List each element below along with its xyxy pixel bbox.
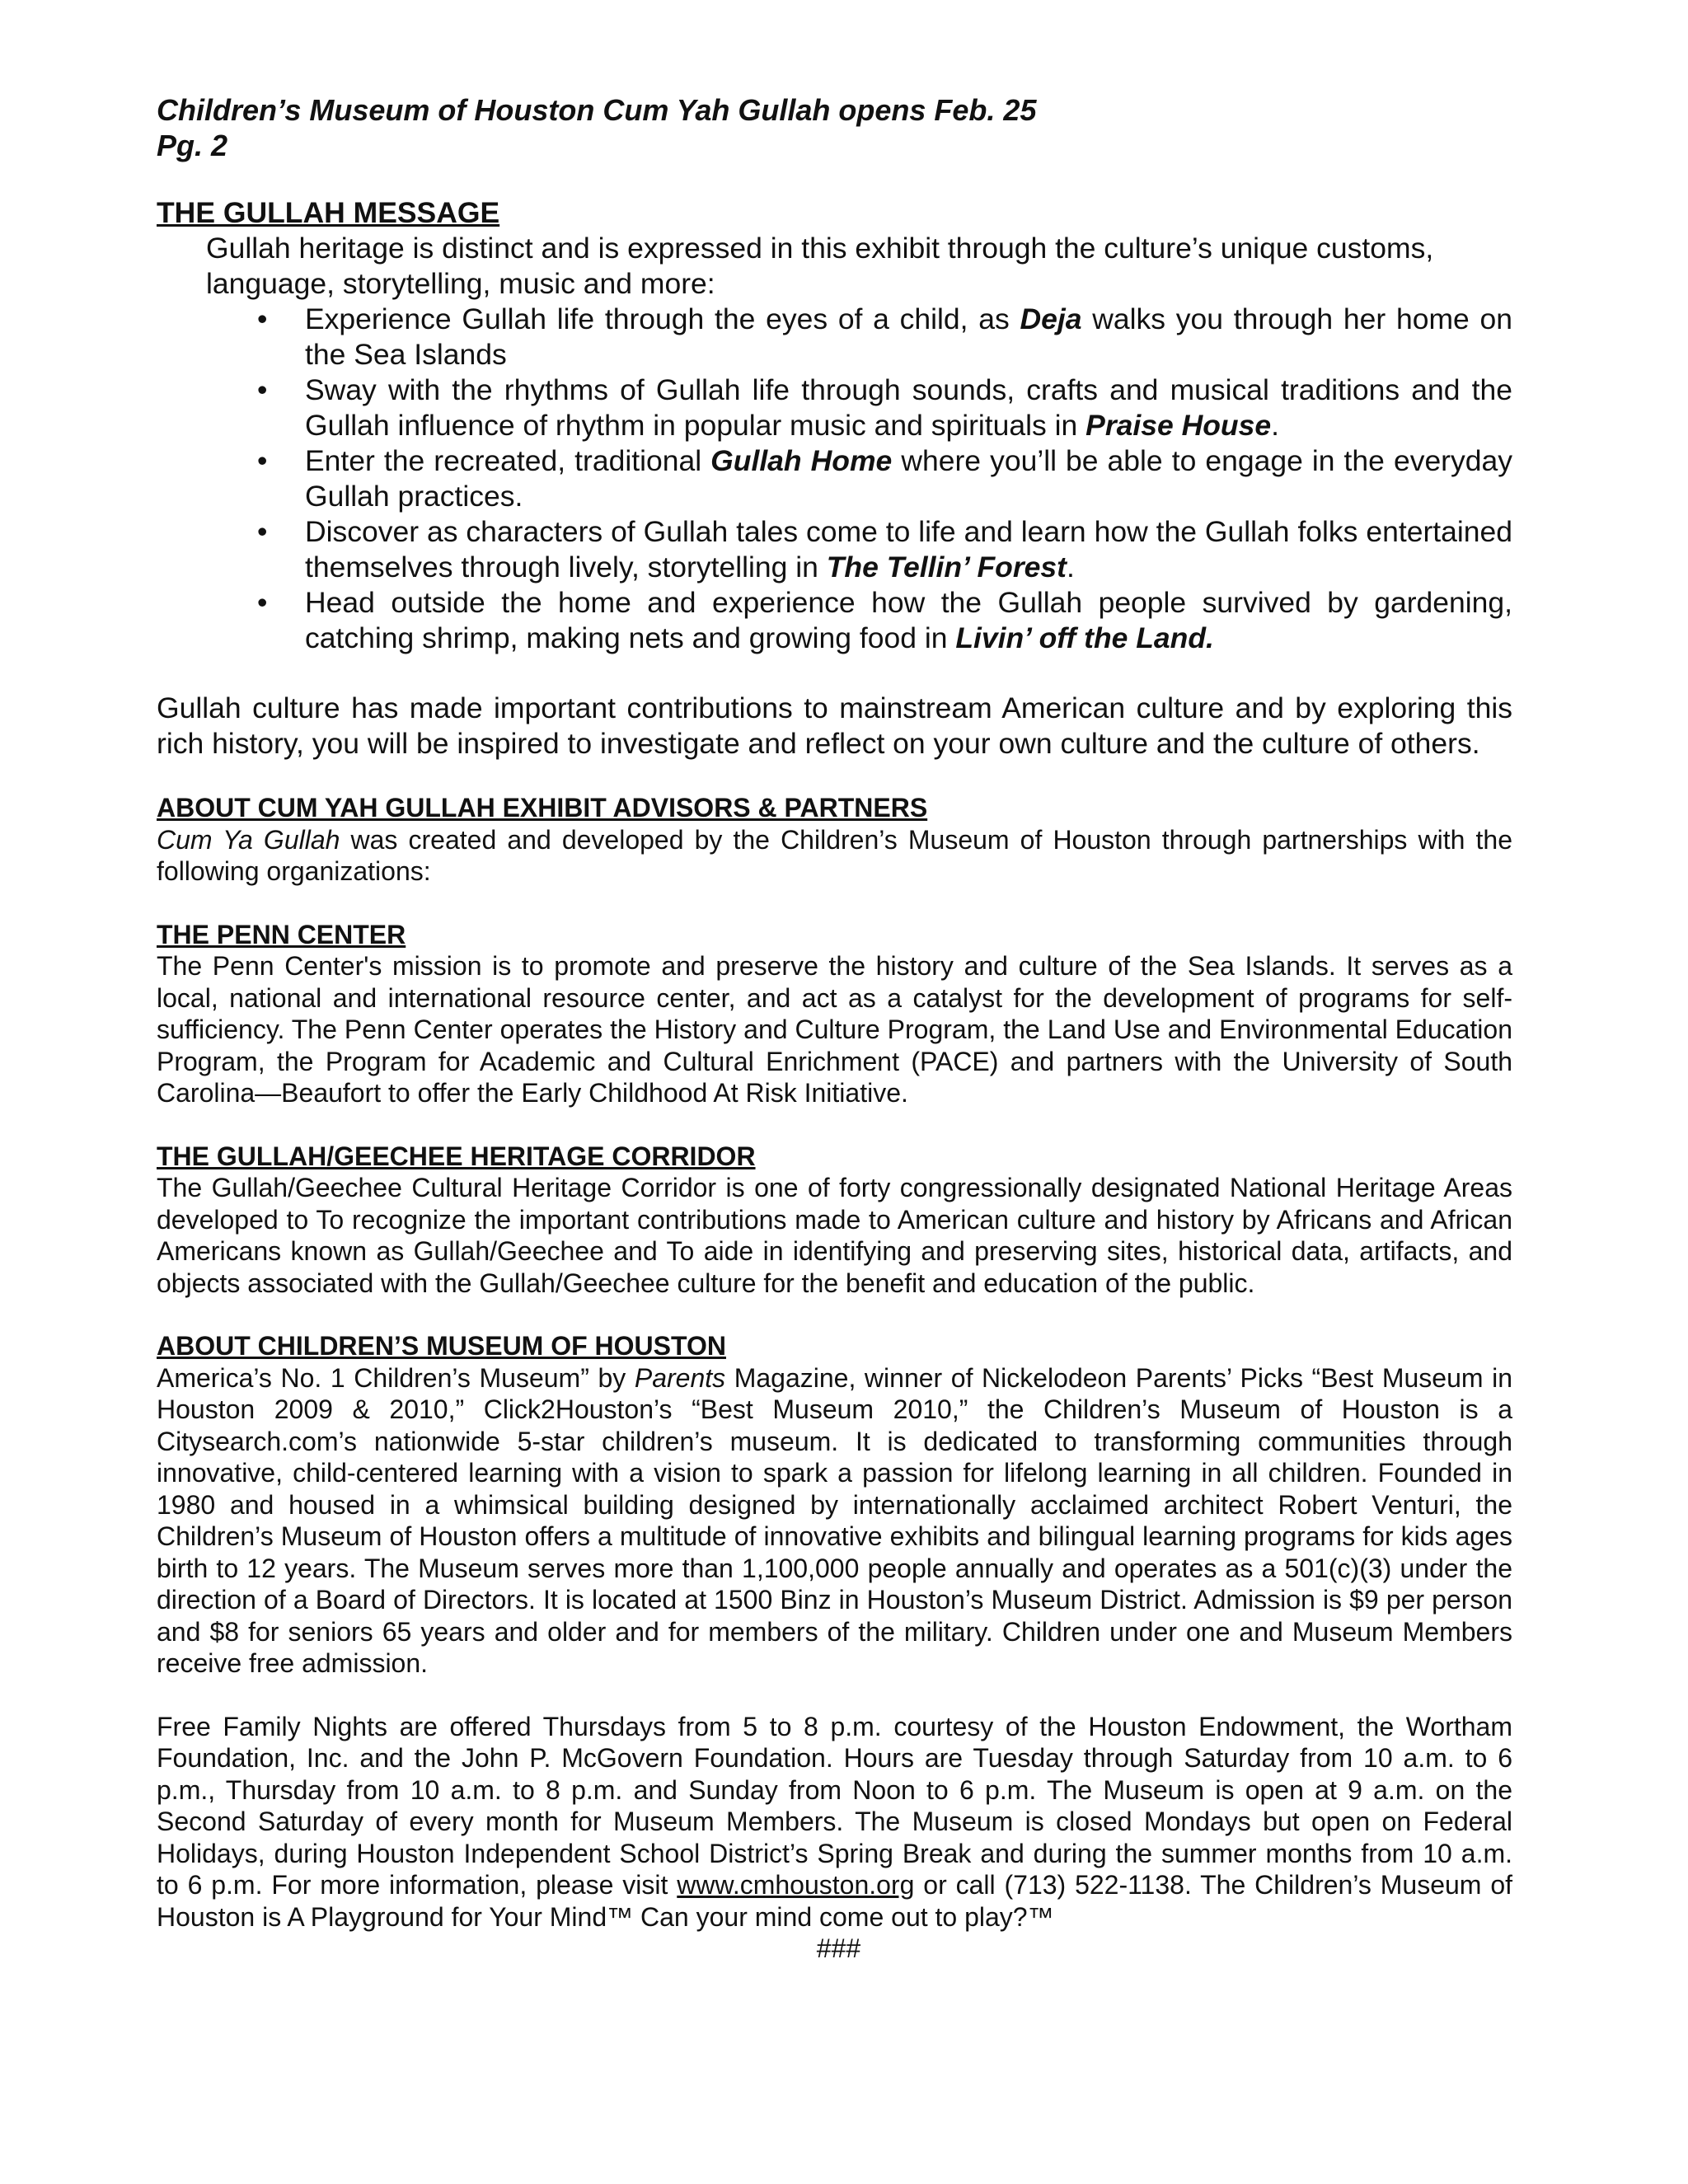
about-museum-body: America’s No. 1 Children’s Museum” by Parents Magazine, winner of Nickelodeon Parents’ Picks “Best Museum in Houston 2009 & 2010,” Click2Houston’s “Best Museum 2010,” the Children’s Museum of Houston is a Citysearch.com’s nationwide 5-star children’s museum. It is dedicated to transforming communities through innovative, child-centered learning with a vision to spark a passion for lifelong learning in all children. Founded in 1980 and housed in a whimsical building designed by internationally acclaimed architect Robert Venturi, the Children’s Museum of Houston offers a multitude of innovative exhibits and bilingual learning programs for kids ages birth to 12 years. The Museum serves more than 1,100,000 people annually and operates as a 501(c)(3) under the direction of a Board of Directors. It is located at 1500 Binz in Houston’s Museum District. Admission is $9 per person and $8 for seniors 65 years and older and for members of the military. Children under one and Museum Members receive free admission. <box>157 1362 1513 1678</box>
about-museum-section <box>157 1330 1512 1680</box>
exhibit-name: Praise House <box>1085 409 1272 442</box>
bullet-icon: • <box>257 444 268 477</box>
penn-center-section <box>157 919 1512 1109</box>
end-mark: ### <box>816 1933 861 1963</box>
section-title-corridor: THE GULLAH/GEECHEE HERITAGE CORRIDOR <box>157 1141 756 1171</box>
section-title-advisors: ABOUT CUM YAH GULLAH EXHIBIT ADVISORS & PARTNERS <box>157 793 928 823</box>
gullah-message-intro: Gullah heritage is distinct and is expressed in this exhibit through the culture’s unique customs, language, storytelling, music and more: <box>206 232 1434 300</box>
exhibit-name: Livin’ off the Land. <box>955 621 1214 654</box>
list-item: • Enter the recreated, traditional Gullah Home where you’ll be able to engage in the everyday Gullah practices. <box>257 444 1512 513</box>
advisors-body: Cum Ya Gullah was created and developed by the Children’s Museum of Houston through partnerships with the following organizations: <box>157 824 1513 886</box>
bullet-icon: • <box>257 515 268 548</box>
penn-center-body: The Penn Center's mission is to promote and preserve the history and culture of the Sea Islands. It serves as a local, national and international resource center, and act as a catalyst for the development of programs for self-sufficiency. The Penn Center operates the History and Culture Program, the Land Use and Environmental Education Program, the Program for Academic and Cultural Enrichment (PACE) and partners with the University of South Carolina—Beaufort to offer the Early Childhood At Risk Initiative. <box>157 951 1512 1108</box>
section-title-gullah-message: THE GULLAH MESSAGE <box>157 196 500 229</box>
gullah-message-bullets <box>157 302 1512 656</box>
header-title: Children’s Museum of Houston Cum Yah Gullah opens Feb. 25 <box>157 93 1037 127</box>
bullet-icon: • <box>257 302 268 335</box>
website-link[interactable]: www.cmhouston.org <box>677 1870 915 1900</box>
list-item: • Head outside the home and experience how the Gullah people survived by gardening, catching shrimp, making nets and growing food in Livin’ off the Land. <box>257 586 1512 654</box>
document-page <box>157 92 1512 1964</box>
page-header <box>157 92 1512 163</box>
section-title-penn-center: THE PENN CENTER <box>157 919 406 949</box>
corridor-body: The Gullah/Geechee Cultural Heritage Corridor is one of forty congressionally designated National Heritage Areas developed to To recognize the important contributions made to American culture and history by Africans and African Americans known as Gullah/Geechee and To aide in identifying and preserving sites, historical data, artifacts, and objects associated with the Gullah/Geechee culture for the benefit and education of the public. <box>157 1173 1512 1298</box>
bullet-icon: • <box>257 373 268 406</box>
bullet-icon: • <box>257 586 268 619</box>
list-item: • Discover as characters of Gullah tales come to life and learn how the Gullah folks entertained themselves through lively, storytelling in The Tellin’ Forest. <box>257 515 1512 583</box>
corridor-section <box>157 1141 1512 1300</box>
header-page-number: Pg. 2 <box>157 129 228 162</box>
exhibit-name: Deja <box>1020 302 1082 335</box>
list-item: • Experience Gullah life through the eyes of a child, as Deja walks you through her home on the Sea Islands <box>257 302 1512 371</box>
section-title-about-museum: ABOUT CHILDREN’S MUSEUM OF HOUSTON <box>157 1331 726 1361</box>
exhibit-title-italic: Cum Ya Gullah <box>157 824 340 855</box>
gullah-message-closing: Gullah culture has made important contributions to mainstream American culture and by exploring this rich history, you will be inspired to investigate and reflect on your own culture and the culture of others. <box>157 691 1512 760</box>
advisors-section <box>157 792 1512 888</box>
magazine-name-italic: Parents <box>634 1362 726 1393</box>
exhibit-name: The Tellin’ Forest <box>826 551 1067 583</box>
gullah-message-section <box>157 195 1512 762</box>
exhibit-name: Gullah Home <box>710 444 893 477</box>
list-item: • Sway with the rhythms of Gullah life through sounds, crafts and musical traditions and the Gullah influence of rhythm in popular music and spirituals in Praise House. <box>257 373 1512 442</box>
family-nights-paragraph: Free Family Nights are offered Thursdays from 5 to 8 p.m. courtesy of the Houston Endowment, the Wortham Foundation, Inc. and the John P. McGovern Foundation. Hours are Tuesday through Saturday from 10 a.m. to 6 p.m., Thursday from 10 a.m. to 8 p.m. and Sunday from Noon to 6 p.m. The Museum is open at 9 a.m. on the Second Saturday of every month for Museum Members. The Museum is closed Mondays but open on Federal Holidays, during Houston Independent School District’s Spring Break and during the summer months from 10 a.m. to 6 p.m. For more information, please visit www.cmhouston.org or call (713) 522-1138. The Children’s Museum of Houston is A Playground for Your Mind™ Can your mind come out to play?™ <box>157 1711 1513 1932</box>
